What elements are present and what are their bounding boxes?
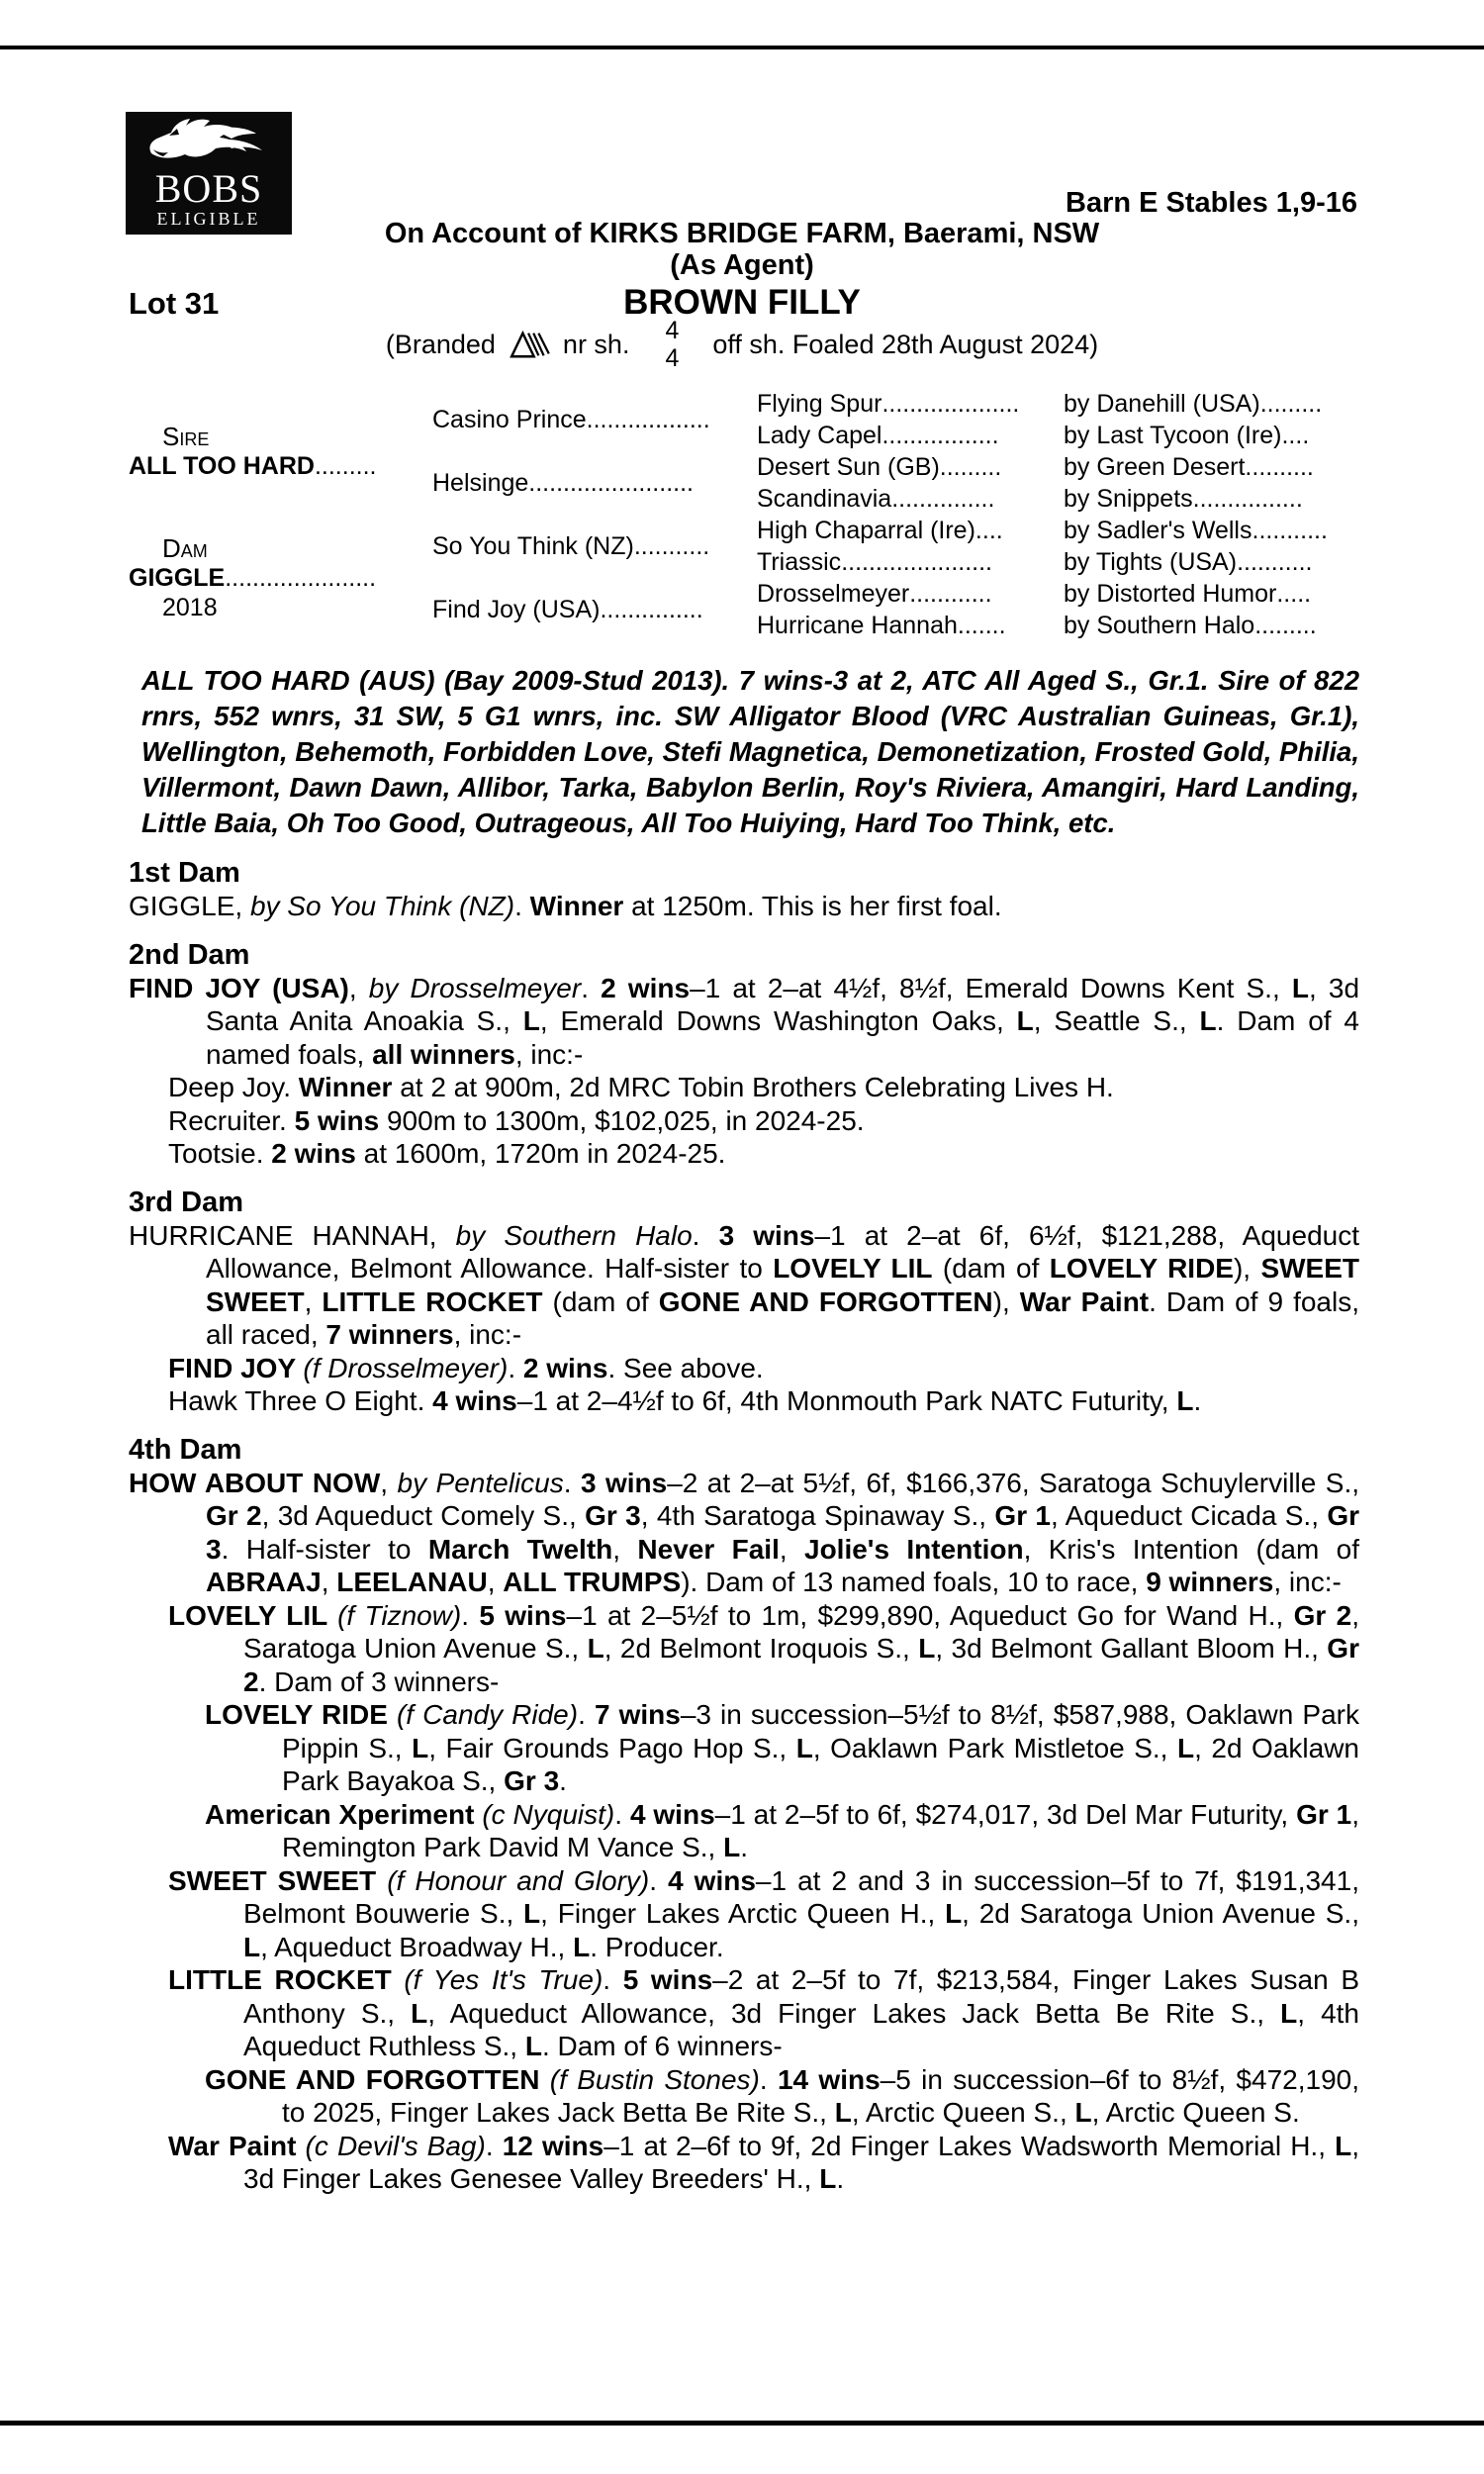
section-heading-4th-dam: 4th Dam [129, 1433, 242, 1466]
dam-entry-find-joy: FIND JOY (USA), by Drosselmeyer. 2 wins–1 at 2–at 4½f, 8½f, Emerald Downs Kent S., L, 3d Santa Anita Anoakia S., L, Emerald Downs Washington Oaks, L, Seattle S., L. Dam of 4 named foals, all winners, inc:- [129, 972, 1360, 1070]
sire-name: ALL TOO HARD [129, 452, 315, 480]
foaled-date-label: off sh. Foaled 28th August 2024) [712, 329, 1099, 359]
gen3-ancestor: Triassic ...................... [757, 547, 992, 576]
gen4-ancestor: by Last Tycoon (Ire) .... [1064, 421, 1310, 449]
grandsire-paternal: Casino Prince .................. [432, 405, 710, 433]
gen4-ancestor: by Southern Halo ......... [1064, 611, 1317, 639]
gen3-ancestor: High Chaparral (Ire) .... [757, 516, 1003, 544]
granddam-maternal: Find Joy (USA) ............... [432, 595, 703, 623]
foal-entry-recruiter: Recruiter. 5 wins 900m to 1300m, $102,025, in 2024-25. [168, 1104, 865, 1136]
station-brand-icon [508, 329, 551, 360]
logo-text-eligible: ELIGIBLE [156, 209, 261, 229]
near-shoulder-label: nr sh. [562, 329, 630, 359]
gen4-ancestor: by Danehill (USA) ......... [1064, 389, 1323, 418]
as-agent-line: (As Agent) [670, 249, 814, 281]
gen3-ancestor: Scandinavia ............... [757, 484, 995, 513]
dam-name-line [129, 563, 432, 593]
subfoal-entry-lovely-ride: LOVELY RIDE (f Candy Ride). 7 wins–3 in succession–5½f to 8½f, $587,988, Oaklawn Park Pippin S., L, Fair Grounds Pago Hop S., L, Oaklawn Park Mistletoe S., L, 2d Oaklawn Park Bayakoa S., Gr 3. [205, 1699, 1359, 1796]
lot-header [0, 0, 1484, 388]
dam-label: Dam [162, 533, 208, 563]
horse-head-icon [139, 114, 278, 169]
gen3-ancestor: Desert Sun (GB) ......... [757, 452, 1002, 481]
sire-record-paragraph: ALL TOO HARD (AUS) (Bay 2009-Stud 2013). 7 wins-3 at 2, ATC All Aged S., Gr.1. Sire of 822 rnrs, 552 wnrs, 31 SW, 5 G1 wnrs, inc. SW Alligator Blood (VRC Australian Guineas, Gr.1), Wellington, Behemoth, Forbidden Love, Stefi Magnetica, Demonetization, Frosted Gold, Philia, Villermont, Dawn Dawn, Allibor, Tarka, Babylon Berlin, Roy's Riviera, Amangiri, Hard Landing, Little Baia, Oh Too Good, Outrageous, All Too Huiying, Hard Too Think, etc. [141, 665, 1359, 838]
foal-entry-war-paint: War Paint (c Devil's Bag). 12 wins–1 at 2–6f to 9f, 2d Finger Lakes Wadsworth Memorial H., L, 3d Finger Lakes Genesee Valley Breeders' H., L. [168, 2130, 1360, 2194]
age-brand-bottom: 4 [665, 344, 680, 372]
dam-entry-giggle: GIGGLE, by So You Think (NZ). Winner at 1250m. This is her first foal. [129, 891, 1002, 921]
foal-entry-little-rocket: LITTLE ROCKET (f Yes It's True). 5 wins–2 at 2–5f to 7f, $213,584, Finger Lakes Susan B Anthony S., L, Aqueduct Allowance, 3d Finger Lakes Jack Betta Be Rite S., L, 4th Aqueduct Ruthless S., L. Dam of 6 winners- [168, 1964, 1359, 2061]
bobs-eligible-logo [126, 112, 292, 235]
age-brand-top: 4 [665, 317, 680, 344]
gen4-ancestor: by Sadler's Wells ........... [1064, 516, 1328, 544]
pedigree-sire-block [129, 388, 432, 515]
gen3-ancestor: Drosselmeyer ............ [757, 579, 992, 608]
sire-dots: ......... [314, 452, 377, 480]
granddam-paternal: Helsinge ........................ [432, 468, 694, 497]
foal-entry-lovely-lil: LOVELY LIL (f Tiznow). 5 wins–1 at 2–5½f to 1m, $299,890, Aqueduct Go for Wand H., Gr 2, Saratoga Union Avenue S., L, 2d Belmont Iroquois S., L, 3d Belmont Gallant Bloom H., Gr 2. Dam of 3 winners- [168, 1599, 1360, 1697]
sire-label: Sire [162, 422, 210, 451]
section-heading-1st-dam: 1st Dam [129, 857, 240, 889]
gen4-ancestor: by Green Desert .......... [1064, 452, 1314, 481]
dam-entry-hurricane-hannah: HURRICANE HANNAH, by Southern Halo. 3 wins–1 at 2–at 6f, 6½f, $121,288, Aqueduct Allowance, Belmont Allowance. Half-sister to LOVELY LIL (dam of LOVELY RIDE), SWEET SWEET, LITTLE ROCKET (dam of GONE AND FORGOTTEN), War Paint. Dam of 9 foals, all raced, 7 winners, inc:- [129, 1219, 1360, 1350]
barn-info: Barn E Stables 1,9-16 [1066, 187, 1357, 219]
foal-entry-find-joy: FIND JOY (f Drosselmeyer). 2 wins. See above. [168, 1352, 764, 1383]
age-brand-fraction [665, 317, 679, 372]
dam-name: GIGGLE [129, 564, 226, 592]
gen3-ancestor: Flying Spur .................... [757, 389, 1020, 418]
gen4-ancestor: by Distorted Humor ..... [1064, 579, 1312, 608]
page-content [129, 388, 1359, 2196]
dam-dots: ...................... [225, 564, 377, 592]
logo-text-bobs: BOBS [154, 166, 263, 211]
subfoal-entry-american-xperiment: American Xperiment (c Nyquist). 4 wins–1 at 2–5f to 6f, $274,017, 3d Del Mar Futurity, Gr 1, Remington Park David M Vance S., L. [205, 1798, 1360, 1862]
sire-name-line [129, 451, 432, 481]
subfoal-entry-gone-and-forgotten: GONE AND FORGOTTEN (f Bustin Stones). 14 wins–5 in succession–6f to 8½f, $472,190, to 2025, Finger Lakes Jack Betta Be Rite S., L, Arctic Queen S., L, Arctic Queen S. [205, 2063, 1359, 2128]
lot-number: Lot 31 [129, 286, 220, 321]
horse-description-title: BROWN FILLY [623, 283, 861, 322]
pedigree-table [129, 388, 1359, 641]
grandsire-maternal: So You Think (NZ) ........... [432, 531, 710, 560]
gen4-ancestor: by Snippets ................ [1064, 484, 1303, 513]
section-heading-3rd-dam: 3rd Dam [129, 1186, 244, 1218]
pedigree-dam-block [129, 515, 432, 641]
foal-entry-sweet-sweet: SWEET SWEET (f Honour and Glory). 4 wins–1 at 2 and 3 in succession–5f to 7f, $191,341, Belmont Bouwerie S., L, Finger Lakes Arctic Queen H., L, 2d Saratoga Union Avenue S., L, Aqueduct Broadway H., L. Producer. [168, 1864, 1359, 1962]
dam-entry-how-about-now: HOW ABOUT NOW, by Pentelicus. 3 wins–2 at 2–at 5½f, 6f, $166,376, Saratoga Schuylerville S., Gr 2, 3d Aqueduct Comely S., Gr 3, 4th Saratoga Spinaway S., Gr 1, Aqueduct Cicada S., Gr 3. Half-sister to March Twelth, Never Fail, Jolie's Intention, Kris's Intention (dam of ABRAAJ, LEELANAU, ALL TRUMPS). Dam of 13 named foals, 10 to race, 9 winners, inc:- [129, 1467, 1360, 1597]
dam-year: 2018 [162, 594, 218, 621]
branded-prefix: (Branded [385, 329, 496, 359]
foal-entry-tootsie: Tootsie. 2 wins at 1600m, 1720m in 2024-25. [168, 1138, 726, 1169]
foal-entry-hawk-three-o-eight: Hawk Three O Eight. 4 wins–1 at 2–4½f to 6f, 4th Monmouth Park NATC Futurity, L. [168, 1385, 1202, 1416]
section-heading-2nd-dam: 2nd Dam [129, 938, 250, 971]
branding-foaling-line [0, 309, 1484, 380]
gen3-ancestor: Hurricane Hannah ....... [757, 611, 1006, 639]
bottom-rule [0, 2421, 1484, 2426]
gen3-ancestor: Lady Capel ................. [757, 421, 999, 449]
foal-entry-deep-joy: Deep Joy. Winner at 2 at 900m, 2d MRC Tobin Brothers Celebrating Lives H. [168, 1072, 1114, 1102]
gen4-ancestor: by Tights (USA) ........... [1064, 547, 1313, 576]
vendor-account-line: On Account of KIRKS BRIDGE FARM, Baerami, NSW [384, 218, 1100, 249]
